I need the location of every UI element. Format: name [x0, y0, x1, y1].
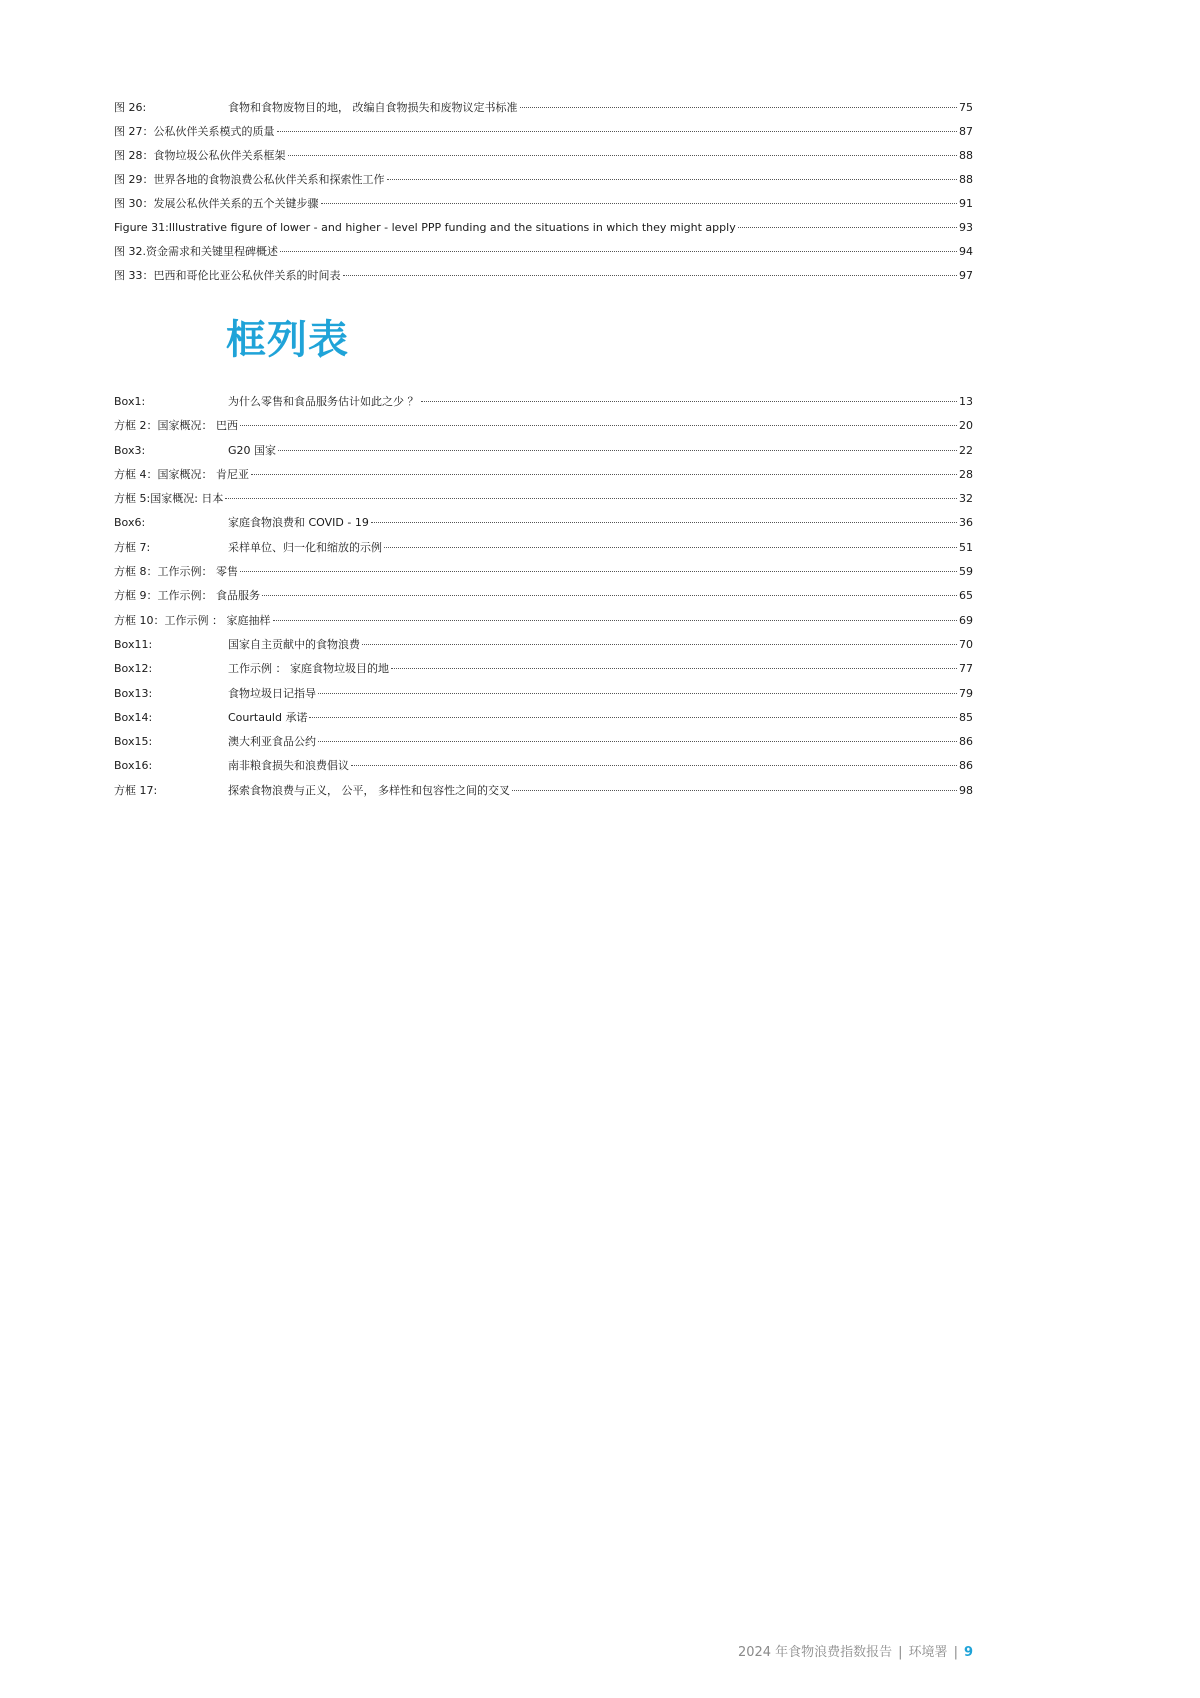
entry-title: 国家概况： 巴西	[157, 419, 238, 433]
entry-label: 图 29：	[114, 173, 154, 186]
entry-title: 工作示例 ： 家庭食物垃圾目的地	[228, 662, 389, 676]
entry-page-number: 98	[959, 783, 973, 797]
entry-label: Box12:	[114, 662, 153, 676]
entry-page-number: 22	[959, 443, 973, 457]
entry-page-number: 65	[959, 589, 973, 603]
box-entry[interactable]	[114, 511, 973, 535]
footer-separator: |	[898, 1645, 903, 1660]
figure-entry[interactable]	[114, 168, 973, 192]
entry-label: 方框 7:	[114, 540, 151, 554]
dot-leader	[251, 474, 957, 475]
entry-title: 家庭食物浪费和 COVID - 19	[228, 516, 369, 530]
dot-leader	[273, 620, 958, 621]
box-entry[interactable]	[114, 657, 973, 681]
box-entry[interactable]	[114, 682, 973, 706]
entry-page-number: 77	[959, 662, 973, 676]
dot-leader	[391, 668, 957, 669]
entry-title: 工作示例 ： 家庭抽样	[164, 613, 271, 627]
dot-leader	[384, 547, 957, 548]
entry-page-number: 94	[959, 245, 973, 258]
figure-entry[interactable]	[114, 120, 973, 144]
entry-label: Box11:	[114, 637, 153, 651]
entry-label: 方框 17:	[114, 783, 158, 797]
entry-title: 工作示例： 零售	[157, 565, 238, 579]
entry-page-number: 86	[959, 735, 973, 749]
entry-title: G20 国家	[228, 443, 277, 457]
entry-label: 图 27：	[114, 125, 154, 138]
box-entry[interactable]	[114, 414, 973, 438]
entry-page-number: 87	[959, 125, 973, 138]
dot-leader	[225, 498, 957, 499]
box-entry[interactable]	[114, 463, 973, 487]
entry-page-number: 91	[959, 197, 973, 210]
entry-title: 公私伙伴关系模式的质量	[153, 125, 275, 138]
page-footer	[738, 1641, 973, 1660]
entry-page-number: 97	[959, 269, 973, 282]
entry-title: 为什么零售和食品服务估计如此之少 ？	[228, 395, 419, 408]
entry-label: Box6:	[114, 516, 146, 530]
figure-entry[interactable]	[114, 216, 973, 240]
box-entry[interactable]	[114, 730, 973, 754]
box-entry[interactable]	[114, 609, 973, 633]
entry-page-number: 32	[959, 492, 973, 506]
entry-page-number: 36	[959, 516, 973, 530]
entry-page-number: 59	[959, 565, 973, 579]
footer-org: 环境署	[908, 1645, 948, 1660]
entry-label: Box3:	[114, 443, 146, 457]
dot-leader	[318, 741, 957, 742]
list-of-boxes	[114, 390, 973, 803]
entry-label: Box14:	[114, 710, 153, 724]
footer-page-number: 9	[963, 1645, 973, 1660]
dot-leader	[362, 644, 957, 645]
box-entry[interactable]	[114, 439, 973, 463]
box-entry[interactable]	[114, 560, 973, 584]
entry-title: Courtauld 承诺	[228, 710, 308, 724]
footer-report-title: 2024 年食物浪费指数报告	[737, 1645, 893, 1660]
entry-page-number: 20	[959, 419, 973, 433]
section-title: 框列表	[226, 317, 349, 363]
dot-leader	[512, 790, 957, 791]
entry-title: Illustrative figure of lower - and higher - level PPP funding and the situations in which they might apply	[168, 221, 736, 234]
entry-page-number: 88	[959, 173, 973, 186]
dot-leader	[278, 450, 957, 451]
entry-label: Box1:	[114, 395, 146, 408]
entry-page-number: 13	[959, 395, 973, 408]
entry-title: 国家概况: 日本	[150, 492, 224, 506]
box-entry[interactable]	[114, 633, 973, 657]
figure-entry[interactable]	[114, 240, 973, 264]
box-entry[interactable]	[114, 390, 973, 414]
box-entry[interactable]	[114, 584, 973, 608]
entry-title: 探索食物浪费与正义， 公平， 多样性和包容性之间的交叉	[228, 783, 510, 797]
figure-entry[interactable]	[114, 264, 973, 288]
dot-leader	[318, 693, 957, 694]
entry-page-number: 85	[959, 710, 973, 724]
dot-leader	[387, 179, 958, 180]
dot-leader	[280, 251, 957, 252]
dot-leader	[343, 275, 958, 276]
entry-page-number: 69	[959, 613, 973, 627]
entry-title: 澳大利亚食品公约	[228, 735, 316, 749]
entry-title: 食物垃圾日记指导	[228, 686, 316, 700]
figure-entry[interactable]	[114, 192, 973, 216]
entry-label: 图 26:	[114, 101, 147, 114]
entry-label: 图 33：	[114, 269, 154, 282]
entry-page-number: 86	[959, 759, 973, 773]
box-entry[interactable]	[114, 706, 973, 730]
entry-title: 国家自主贡献中的食物浪费	[228, 637, 360, 651]
dot-leader	[520, 107, 958, 108]
entry-title: 采样单位、归一化和缩放的示例	[228, 540, 382, 554]
list-of-figures	[114, 96, 973, 288]
entry-label: Figure 31:	[114, 221, 169, 234]
dot-leader	[421, 401, 958, 402]
entry-label: 方框 4：	[114, 467, 158, 481]
dot-leader	[371, 522, 957, 523]
footer-separator: |	[953, 1645, 958, 1660]
dot-leader	[309, 717, 957, 718]
entry-title: 巴西和哥伦比亚公私伙伴关系的时间表	[153, 269, 341, 282]
dot-leader	[321, 203, 958, 204]
entry-label: 方框 8：	[114, 565, 158, 579]
entry-label: 图 30：	[114, 197, 154, 210]
entry-title: 资金需求和关键里程碑概述	[146, 245, 278, 258]
figure-entry[interactable]	[114, 96, 973, 120]
entry-title: 发展公私伙伴关系的五个关键步骤	[153, 197, 319, 210]
entry-page-number: 28	[959, 467, 973, 481]
entry-title: 食物垃圾公私伙伴关系框架	[153, 149, 286, 162]
dot-leader	[240, 571, 957, 572]
figure-entry[interactable]	[114, 144, 973, 168]
box-entry[interactable]	[114, 779, 973, 803]
entry-label: 方框 9：	[114, 589, 158, 603]
dot-leader	[738, 227, 957, 228]
entry-page-number: 70	[959, 637, 973, 651]
entry-label: 方框 2：	[114, 419, 158, 433]
box-entry[interactable]	[114, 754, 973, 778]
entry-page-number: 51	[959, 540, 973, 554]
entry-label: 图 32.	[114, 245, 146, 258]
box-entry[interactable]	[114, 487, 973, 511]
dot-leader	[240, 425, 957, 426]
dot-leader	[288, 155, 958, 156]
entry-label: 方框 5:	[114, 492, 151, 506]
entry-label: Box13:	[114, 686, 153, 700]
entry-title: 南非粮食损失和浪费倡议	[228, 759, 349, 773]
entry-page-number: 93	[959, 221, 973, 234]
entry-title: 国家概况： 肯尼亚	[157, 467, 249, 481]
entry-label: Box16:	[114, 759, 153, 773]
dot-leader	[262, 595, 957, 596]
entry-label: Box15:	[114, 735, 153, 749]
entry-page-number: 88	[959, 149, 973, 162]
entry-label: 方框 10：	[114, 613, 165, 627]
dot-leader	[351, 765, 957, 766]
entry-label: 图 28：	[114, 149, 154, 162]
entry-page-number: 79	[959, 686, 973, 700]
entry-page-number: 75	[959, 101, 973, 114]
entry-title: 食物和食物废物目的地， 改编自食物损失和废物议定书标准	[228, 101, 518, 114]
dot-leader	[277, 131, 958, 132]
box-entry[interactable]	[114, 536, 973, 560]
entry-title: 工作示例： 食品服务	[157, 589, 260, 603]
entry-title: 世界各地的食物浪费公私伙伴关系和探索性工作	[153, 173, 385, 186]
